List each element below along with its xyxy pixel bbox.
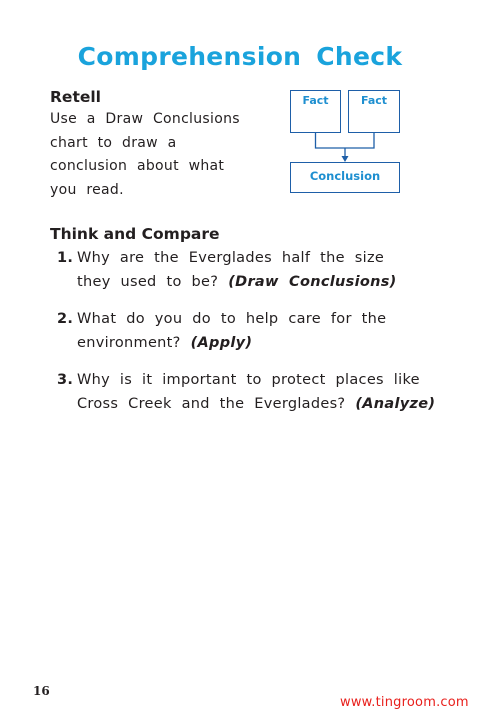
retell-line: you read. bbox=[50, 181, 124, 198]
page-title: Comprehension Check bbox=[77, 42, 403, 71]
question-number: 3. bbox=[57, 372, 74, 388]
question-skill: (Apply) bbox=[190, 335, 253, 351]
question-text bbox=[77, 307, 386, 355]
question-text bbox=[77, 368, 435, 416]
question-number: 1. bbox=[57, 250, 74, 266]
question-text bbox=[77, 246, 397, 294]
think-compare-heading: Think and Compare bbox=[50, 225, 220, 243]
question-number: 2. bbox=[57, 311, 74, 327]
question-line: Cross Creek and the Everglades? bbox=[77, 396, 346, 412]
draw-conclusions-chart bbox=[290, 90, 400, 194]
retell-heading: Retell bbox=[50, 88, 101, 106]
question-skill: (Draw Conclusions) bbox=[228, 274, 397, 290]
question-line: Why are the Everglades half the size bbox=[77, 250, 385, 266]
page-number: 16 bbox=[33, 684, 50, 698]
question-line: environment? bbox=[77, 335, 181, 351]
watermark: www.tingroom.com bbox=[340, 695, 469, 710]
conclusion-box: Conclusion bbox=[290, 162, 400, 193]
fact-connector-line bbox=[316, 133, 375, 148]
retell-line: conclusion about what bbox=[50, 158, 225, 174]
fact-box-left: Fact bbox=[290, 90, 341, 133]
retell-line: chart to draw a bbox=[50, 134, 177, 151]
retell-line: Use a Draw Conclusions bbox=[50, 111, 240, 127]
retell-instructions bbox=[50, 108, 255, 202]
question-line: they used to be? bbox=[77, 274, 219, 290]
question-line: What do you do to help care for the bbox=[77, 311, 387, 327]
question-line: Why is it important to protect places like bbox=[77, 372, 420, 388]
fact-box-right: Fact bbox=[348, 90, 400, 133]
question-skill: (Analyze) bbox=[355, 396, 436, 412]
